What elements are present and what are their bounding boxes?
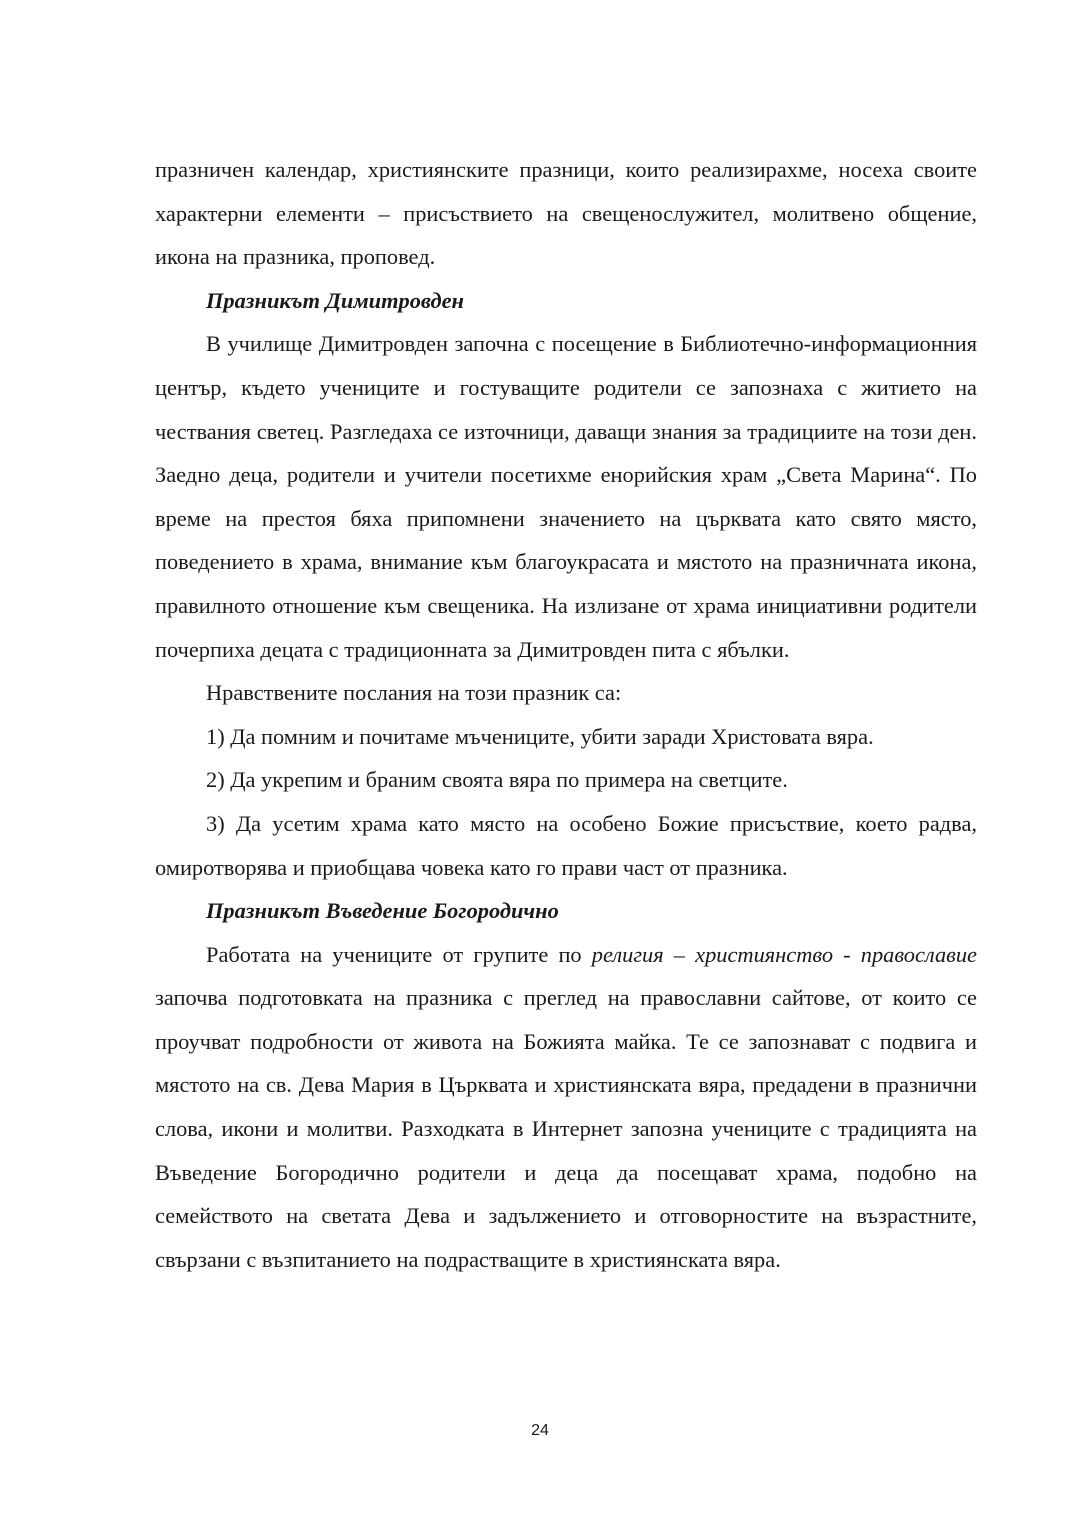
paragraph-intro: празничен календар, християнските празници, които реализирахме, носеха своите характерни елементи – присъствието на свещенослужител, молитвено общение, икона на празника, проповед.	[155, 157, 977, 270]
document-body	[155, 148, 977, 1281]
heading-vavedenie: Празникът Въведение Богородично	[206, 898, 559, 924]
paragraph-vavedenie-part1: Работата на учениците от групите по	[206, 941, 592, 967]
heading-dimitrovden: Празникът Димитровден	[206, 287, 464, 313]
paragraph-moral-messages: Нравствените послания на този празник са:	[206, 680, 622, 706]
page-number: 24	[531, 1422, 549, 1439]
list-item-2: 2) Да укрепим и браним своята вяра по примера на светците.	[206, 767, 788, 793]
paragraph-vavedenie	[155, 933, 977, 1282]
paragraph-vavedenie-italic: религия – християнство - православие	[591, 941, 977, 967]
list-item-1: 1) Да помним и почитаме мъчениците, убити заради Христовата вяра.	[206, 723, 874, 749]
paragraph-vavedenie-part2: започва подготовката на празника с преглед на православни сайтове, от които се проучват подробности от живота на Божията майка. Те се запознават с подвига и мястото на св. Дева Мария в Църквата и християнската вяра, предадени в празнични слова, икони и молитви. Разходката в Интернет запозна учениците с традицията на Въведение Богородично родители и деца да посещават храма, подобно на семейството на светата Дева и задължението и отговорностите на възрастните, свързани с възпитанието на подрастващите в християнската вяра.	[155, 985, 977, 1272]
paragraph-dimitrovden: В училище Димитровден започна с посещение в Библиотечно-информационния център, където учениците и гостуващите родители се запознаха с житието на чествания светец. Разгледаха се източници, даващи знания за традициите на този ден. Заедно деца, родители и учители посетихме енорийския храм „Света Марина“. По време на престоя бяха припомнени значението на църквата като свято място, поведението в храма, внимание към благоукрасата и мястото на празничната икона, правилното отношение към свещеника. На излизане от храма инициативни родители почерпиха децата с традиционната за Димитровден пита с ябълки.	[155, 331, 977, 662]
list-item-3: 3) Да усетим храма като място на особено Божие присъствие, което радва, омиротворява и приобщава човека като го прави част от празника.	[155, 810, 977, 880]
